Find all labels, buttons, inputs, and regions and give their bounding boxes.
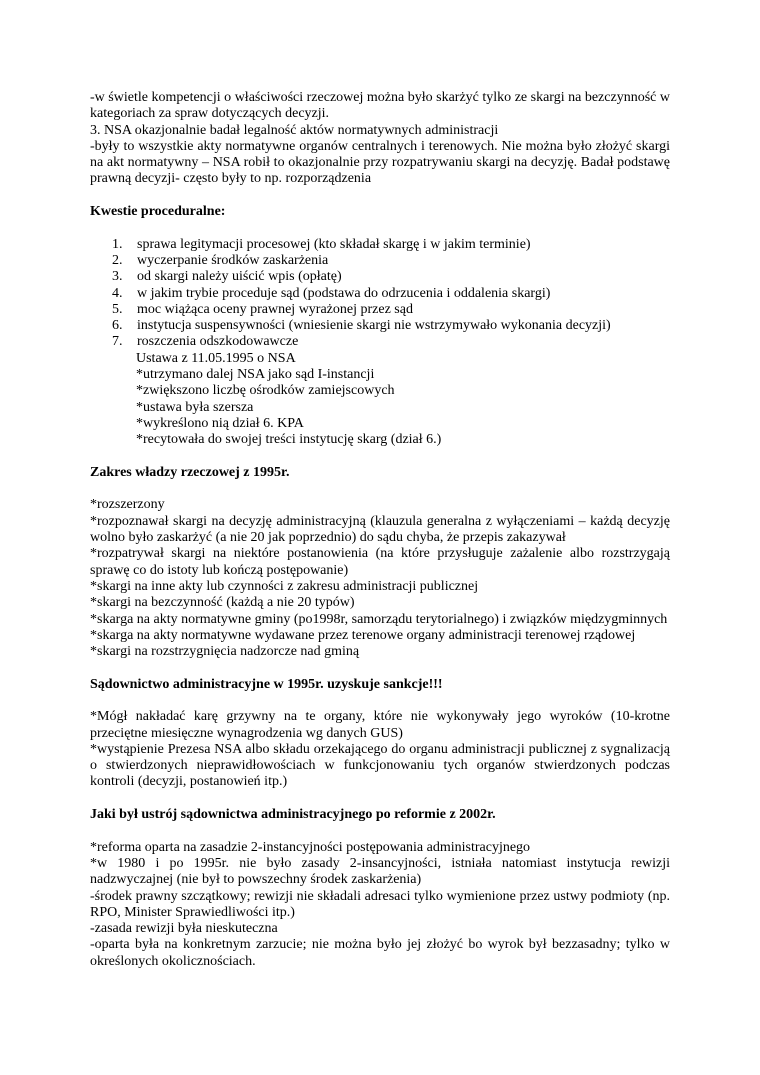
sanctions-paragraph: *Mógł nakładać karę grzywny na te organy, które nie wykonywały jego wyroków (10-krotne przeciętne miesięczne wynagrodzenia wg danych GUS) [90, 709, 670, 741]
list-item: 1. sprawa legitymacji procesowej (kto składał skargę i w jakim terminie) [112, 236, 531, 252]
procedural-list [90, 237, 670, 351]
act-line: *zwiększono liczbę ośrodków zamiejscowych [136, 383, 395, 399]
list-item: 2. wyczerpanie środków zaskarżenia [112, 252, 329, 268]
spacer [90, 449, 670, 465]
spacer [90, 791, 670, 807]
intro-paragraph-2: 3. NSA okazjonalnie badał legalność aktów normatywnych administracji [90, 122, 499, 138]
spacer [90, 481, 670, 497]
sanctions-heading: Sądownictwo administracyjne w 1995r. uzyskuje sankcje!!! [90, 676, 443, 692]
list-item: 7. roszczenia odszkodowawcze [112, 334, 299, 350]
reform-heading: Jaki był ustrój sądownictwa administracyjnego po reformie z 2002r. [90, 807, 496, 823]
act-line: Ustawa z 11.05.1995 o NSA [136, 350, 296, 366]
list-item: 4. w jakim trybie proceduje sąd (podstawa do odrzucenia i oddalenia skargi) [112, 285, 551, 301]
spacer [90, 823, 670, 839]
act-line: *recytowała do swojej treści instytucję skarg (dział 6.) [136, 432, 442, 448]
scope-paragraph: *rozpoznawał skargi na decyzję administracyjną (klauzula generalna z wyłączeniami – każdą decyzję wolno było zaskarżyć (a nie 20 jak poprzednio) do sądu chyba, że przepis zakazywał [90, 513, 670, 546]
scope-paragraph: *skargi na rozstrzygnięcia nadzorcze nad gminą [90, 644, 360, 660]
scope-paragraph: *rozszerzony [90, 497, 165, 513]
spacer [90, 693, 670, 709]
reform-paragraph: *w 1980 i po 1995r. nie było zasady 2-insancyjności, istniała natomiast instytucja rewizji nadzwyczajnej (nie był to powszechny środek zaskarżenia) [90, 855, 670, 888]
list-item: 6. instytucja suspensywności (wniesienie skargi nie wstrzymywało wykonania decyzji) [112, 318, 611, 334]
list-item: 5. moc wiążąca oceny prawnej wyrażonej przez sąd [112, 301, 413, 317]
scope-paragraph: *skargi na bezczynność (każdą a nie 20 typów) [90, 595, 355, 611]
sanctions-paragraph: *wystąpienie Prezesa NSA albo składu orzekającego do organu administracji publicznej z sygnalizacją o stwierdzonych nieprawidłowościach w funkcjonowaniu tych organów stwierdzonych podczas kontroli (decyzji, postanowień itp.) [90, 741, 670, 790]
scope-heading: Zakres władzy rzeczowej z 1995r. [90, 464, 290, 480]
intro-paragraph-1: -w świetle kompetencji o właściwości rzeczowej można było skarżyć tylko ze skargi na bezczynność w kategoriach za spraw dotyczących decyzji. [90, 90, 670, 122]
reform-paragraph: -zasada rewizji była nieskuteczna [90, 921, 278, 937]
reform-paragraph: -oparta była na konkretnym zarzucie; nie można było jej złożyć bo wyrok był bezzasadny; tylko w określonych okolicznościach. [90, 937, 670, 969]
act-notes [90, 351, 670, 449]
spacer [90, 220, 670, 236]
intro-paragraph-3: -były to wszystkie akty normatywne organów centralnych i terenowych. Nie można było złożyć skargi na akt normatywny – NSA robił to okazjonalnie przy rozpatrywaniu skargi na decyzję. Badał podstawę prawną decyzji- często były to np. rozporządzenia [90, 138, 670, 187]
act-line: *wykreślono nią dział 6. KPA [136, 415, 304, 431]
list-item: 3. od skargi należy uiścić wpis (opłatę) [112, 269, 342, 285]
scope-paragraph: *skargi na inne akty lub czynności z zakresu administracji publicznej [90, 578, 479, 594]
spacer [90, 660, 670, 676]
scope-paragraph: *rozpatrywał skargi na niektóre postanowienia (na które przysługuje zażalenie albo rozstrzygają sprawę co do istoty lub kończą postępowanie) [90, 546, 670, 578]
procedural-heading: Kwestie proceduralne: [90, 204, 226, 220]
reform-paragraph: -środek prawny szczątkowy; rewizji nie składali adresaci tylko wymienione przez ustwy podmioty (np. RPO, Minister Sprawiedliwości itp.) [90, 888, 670, 920]
act-line: *utrzymano dalej NSA jako sąd I-instancji [136, 367, 375, 383]
reform-paragraph: *reforma oparta na zasadzie 2-instancyjności postępowania administracyjnego [90, 839, 531, 855]
act-line: *ustawa była szersza [136, 399, 254, 415]
scope-paragraph: *skarga na akty normatywne wydawane przez terenowe organy administracji terenowej rządowej [90, 627, 636, 643]
spacer [90, 188, 670, 204]
scope-paragraph: *skarga na akty normatywne gminy (po1998r, samorządu terytorialnego) i związków międzygminnych [90, 611, 668, 627]
